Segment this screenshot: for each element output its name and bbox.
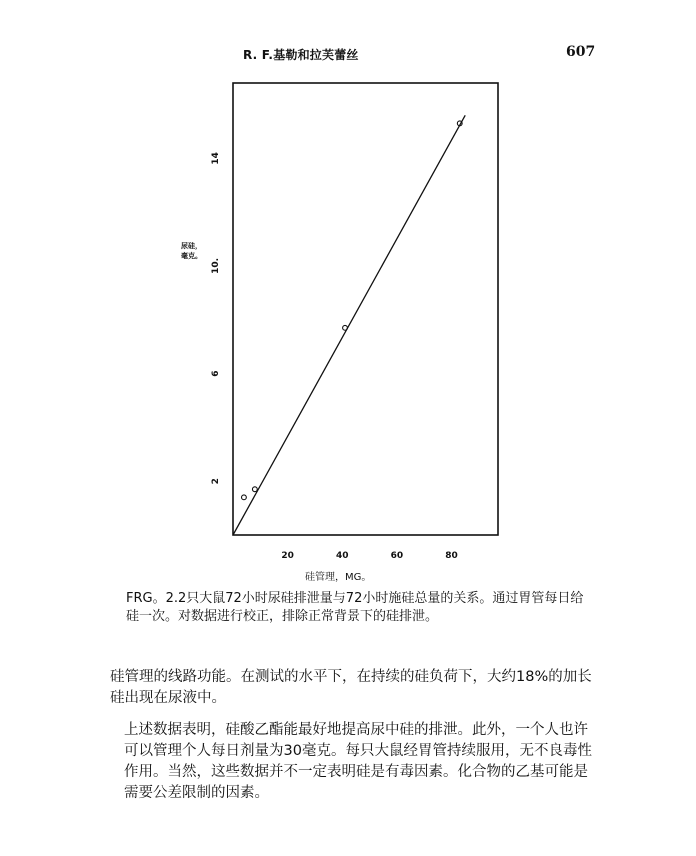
- data-point: [252, 487, 257, 492]
- y-tick-label: 6: [211, 370, 221, 377]
- y-tick-label: 10.: [211, 257, 221, 274]
- figure-caption: [110, 590, 590, 626]
- data-point: [343, 325, 348, 330]
- x-tick-label: 40: [336, 551, 349, 561]
- body-paragraph-1: 硅管理的线路功能。在测试的水平下，在持续的硅负荷下，大约18%的加长硅出现在尿液中。: [110, 669, 592, 706]
- x-tick-label: 80: [445, 551, 458, 561]
- x-axis-label: 硅管理，MG。: [305, 572, 372, 583]
- caption-text: FRG。2.2只大鼠72小时尿硅排泄量与72小时施硅总量的关系。通过胃管每日给硅一次。对数据进行校正，排除正常背景下的硅排泄。: [126, 591, 584, 624]
- x-tick-label: 20: [281, 551, 294, 561]
- page-number: 607: [566, 44, 596, 60]
- y-axis-label-line1: 尿硅，: [181, 242, 202, 250]
- y-tick-label: 2: [211, 478, 221, 485]
- data-point: [242, 495, 247, 500]
- fit-line: [233, 115, 465, 535]
- body-paragraph-2-text: 上述数据表明，硅酸乙酯能最好地提高尿中硅的排泄。此外，一个人也许可以管理个人每日剂量为30毫克。每只大鼠经胃管持续服用，无不良毒性作用。当然，这些数据并不一定表明硅是有毒因素。化合物的乙基可能是需要公差限制的因素。: [124, 722, 592, 801]
- plot-frame: [233, 83, 498, 535]
- y-tick-label: 14: [211, 152, 221, 165]
- x-tick-label: 60: [390, 551, 404, 561]
- running-head: R. F.基勒和拉芙蕾丝: [243, 48, 359, 62]
- y-axis-label-line2: 毫克。: [181, 252, 202, 260]
- body-paragraph-2: [110, 720, 594, 804]
